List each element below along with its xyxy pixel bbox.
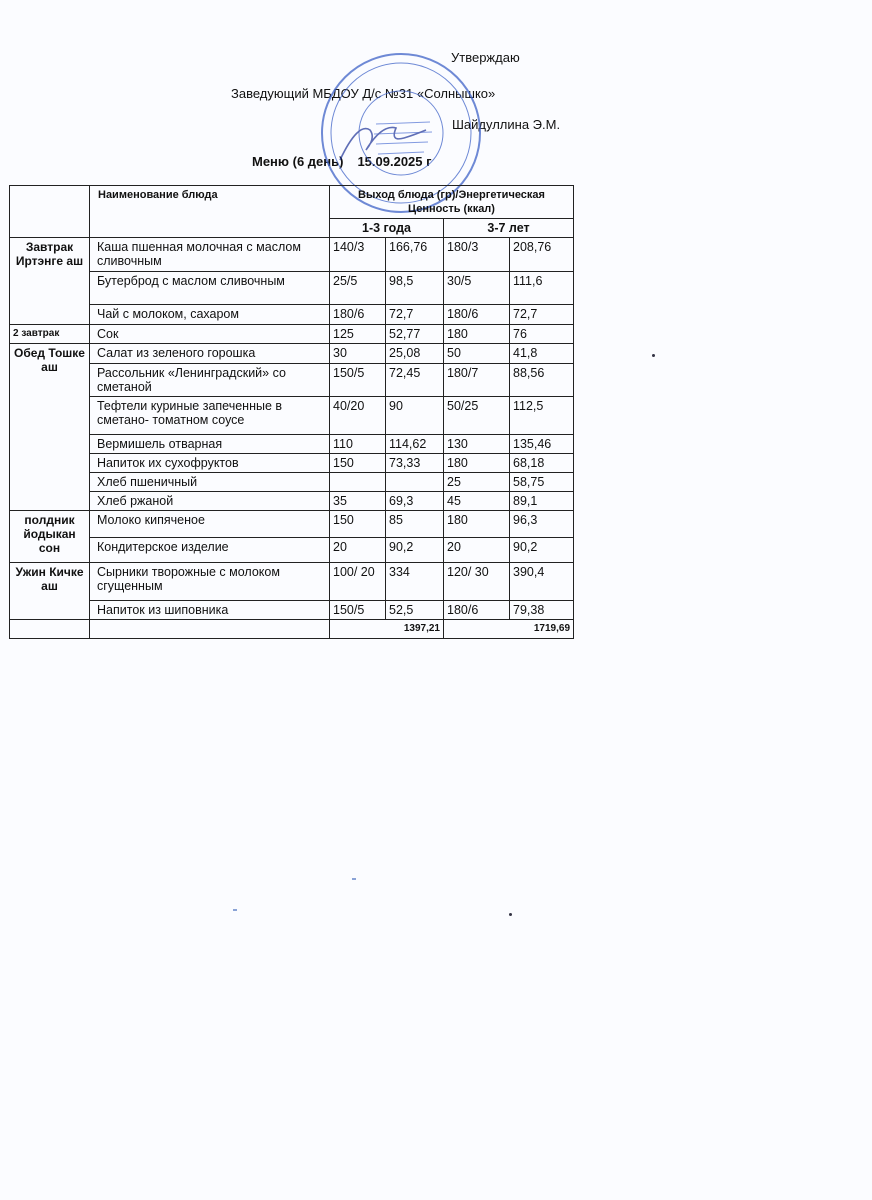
table-row xyxy=(10,563,574,601)
value-cell: 180 xyxy=(444,454,510,473)
table-row xyxy=(10,601,574,620)
value-cell: 25,08 xyxy=(386,344,444,364)
value-cell: 334 xyxy=(386,563,444,601)
dish-name: Бутерброд с маслом сливочным xyxy=(90,272,330,305)
scan-speck xyxy=(652,354,655,357)
empty-cell xyxy=(10,620,90,639)
dish-name: Молоко кипяченое xyxy=(90,511,330,538)
value-cell: 180/6 xyxy=(330,305,386,325)
value-cell: 120/ 30 xyxy=(444,563,510,601)
value-cell: 72,7 xyxy=(510,305,574,325)
value-cell: 90 xyxy=(386,397,444,435)
value-cell: 50/25 xyxy=(444,397,510,435)
value-cell: 50 xyxy=(444,344,510,364)
value-cell: 166,76 xyxy=(386,238,444,272)
totals-row xyxy=(10,620,574,639)
value-cell: 58,75 xyxy=(510,473,574,492)
menu-day-title: Меню (6 день) xyxy=(252,154,344,169)
value-cell: 114,62 xyxy=(386,435,444,454)
value-cell: 35 xyxy=(330,492,386,511)
table-row xyxy=(10,511,574,538)
value-cell: 20 xyxy=(444,538,510,563)
director-name: Шайдуллина Э.М. xyxy=(452,117,561,132)
value-cell: 90,2 xyxy=(510,538,574,563)
value-cell: 30/5 xyxy=(444,272,510,305)
value-cell: 25 xyxy=(444,473,510,492)
dish-name: Сок xyxy=(90,325,330,344)
menu-table xyxy=(9,185,574,639)
table-row xyxy=(10,238,574,272)
dish-name: Вермишель отварная xyxy=(90,435,330,454)
dish-name: Хлеб пшеничный xyxy=(90,473,330,492)
value-cell: 89,1 xyxy=(510,492,574,511)
manager-title: Заведующий МБДОУ Д/с №31 «Солнышко» xyxy=(231,86,496,101)
value-cell: 180/3 xyxy=(444,238,510,272)
dish-name: Кондитерское изделие xyxy=(90,538,330,563)
value-cell: 130 xyxy=(444,435,510,454)
dish-name: Напиток их сухофруктов xyxy=(90,454,330,473)
value-cell: 98,5 xyxy=(386,272,444,305)
value-cell: 180/6 xyxy=(444,601,510,620)
table-row xyxy=(10,325,574,344)
value-cell: 140/3 xyxy=(330,238,386,272)
value-cell: 100/ 20 xyxy=(330,563,386,601)
table-row xyxy=(10,435,574,454)
menu-title xyxy=(252,154,432,169)
dish-name: Хлеб ржаной xyxy=(90,492,330,511)
table-row xyxy=(10,473,574,492)
value-cell: 180/7 xyxy=(444,364,510,397)
value-cell: 111,6 xyxy=(510,272,574,305)
table-row xyxy=(10,272,574,305)
dish-name: Каша пшенная молочная с маслом сливочным xyxy=(90,238,330,272)
table-row xyxy=(10,305,574,325)
value-cell: 135,46 xyxy=(510,435,574,454)
value-cell: 25/5 xyxy=(330,272,386,305)
meal-header-cell xyxy=(10,186,90,238)
value-cell: 180 xyxy=(444,511,510,538)
value-cell xyxy=(386,473,444,492)
dish-name: Рассольник «Ленинградский» со сметаной xyxy=(90,364,330,397)
table-row xyxy=(10,492,574,511)
value-cell: 20 xyxy=(330,538,386,563)
value-cell: 150/5 xyxy=(330,601,386,620)
value-cell: 52,77 xyxy=(386,325,444,344)
value-cell: 150 xyxy=(330,454,386,473)
dish-name: Салат из зеленого горошка xyxy=(90,344,330,364)
meal-label: 2 завтрак xyxy=(10,325,90,344)
table-row xyxy=(10,364,574,397)
dish-name-header: Наименование блюда xyxy=(90,186,330,238)
meal-label: полдник йодыкан сон xyxy=(10,511,90,563)
value-cell: 52,5 xyxy=(386,601,444,620)
value-cell: 208,76 xyxy=(510,238,574,272)
value-cell: 76 xyxy=(510,325,574,344)
value-cell: 45 xyxy=(444,492,510,511)
meal-label: Обед Тошке аш xyxy=(10,344,90,511)
dish-name: Чай с молоком, сахаром xyxy=(90,305,330,325)
menu-date: 15.09.2025 г xyxy=(357,154,432,169)
value-cell: 112,5 xyxy=(510,397,574,435)
value-cell: 180/6 xyxy=(444,305,510,325)
value-cell: 85 xyxy=(386,511,444,538)
approval-label: Утверждаю xyxy=(451,50,520,65)
value-cell: 390,4 xyxy=(510,563,574,601)
output-header: Выход блюда (гр)/Энергетическая Ценность (ккал) xyxy=(330,186,574,219)
value-cell: 72,7 xyxy=(386,305,444,325)
value-cell: 68,18 xyxy=(510,454,574,473)
scan-speck xyxy=(352,878,356,880)
value-cell: 73,33 xyxy=(386,454,444,473)
table-row xyxy=(10,397,574,435)
value-cell: 69,3 xyxy=(386,492,444,511)
value-cell: 88,56 xyxy=(510,364,574,397)
dish-name: Сырники творожные с молоком сгущенным xyxy=(90,563,330,601)
age-1-3-header: 1-3 года xyxy=(330,219,444,238)
dish-name: Тефтели куриные запеченные в сметано- томатном соусе xyxy=(90,397,330,435)
scan-speck xyxy=(509,913,512,916)
value-cell: 40/20 xyxy=(330,397,386,435)
value-cell: 30 xyxy=(330,344,386,364)
value-cell: 90,2 xyxy=(386,538,444,563)
value-cell: 96,3 xyxy=(510,511,574,538)
table-row xyxy=(10,344,574,364)
dish-name: Напиток из шиповника xyxy=(90,601,330,620)
value-cell: 150/5 xyxy=(330,364,386,397)
meal-label: Ужин Кичке аш xyxy=(10,563,90,620)
value-cell: 150 xyxy=(330,511,386,538)
value-cell: 79,38 xyxy=(510,601,574,620)
scan-speck xyxy=(233,909,237,911)
value-cell: 72,45 xyxy=(386,364,444,397)
value-cell: 110 xyxy=(330,435,386,454)
value-cell: 125 xyxy=(330,325,386,344)
table-row xyxy=(10,538,574,563)
empty-cell xyxy=(90,620,330,639)
total-1-3: 1397,21 xyxy=(330,620,444,639)
value-cell: 41,8 xyxy=(510,344,574,364)
total-3-7: 1719,69 xyxy=(444,620,574,639)
value-cell: 180 xyxy=(444,325,510,344)
age-3-7-header: 3-7 лет xyxy=(444,219,574,238)
value-cell xyxy=(330,473,386,492)
meal-label: Завтрак Иртэнге аш xyxy=(10,238,90,325)
table-row xyxy=(10,454,574,473)
